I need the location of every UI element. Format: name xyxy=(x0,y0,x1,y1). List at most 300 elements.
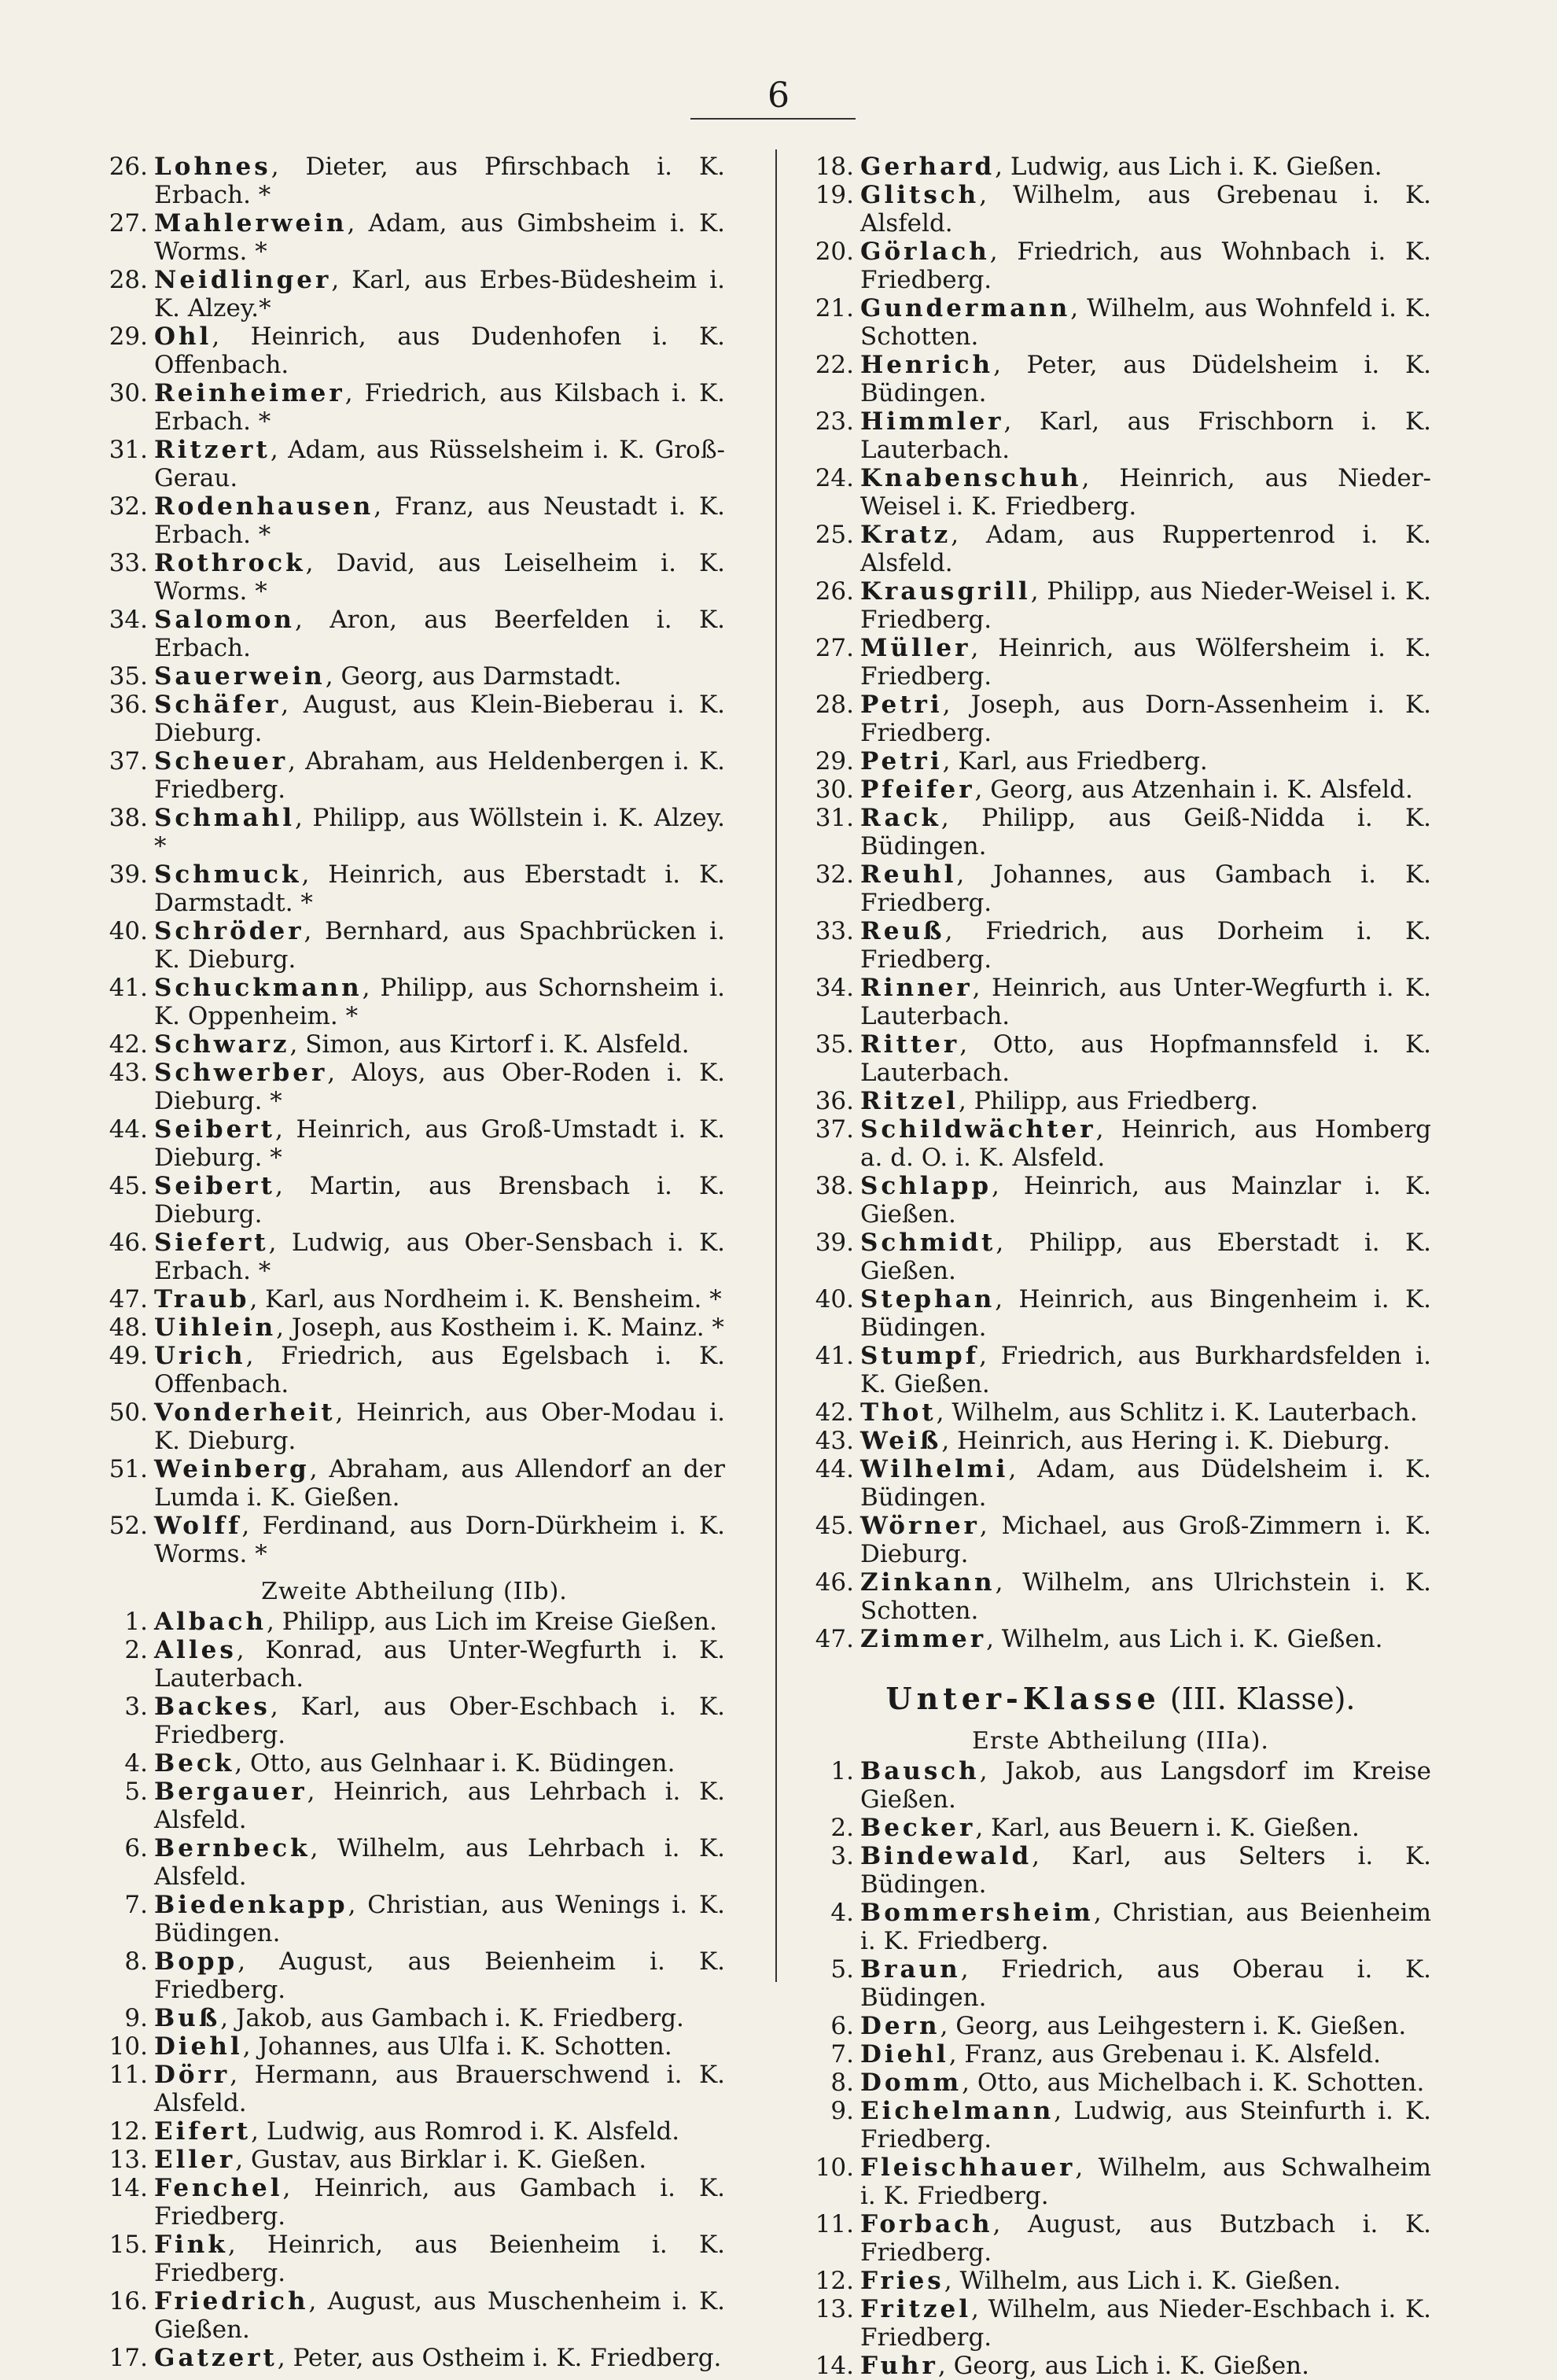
left-column xyxy=(104,153,725,2372)
entry-number: 35. xyxy=(815,1030,854,1059)
entry-surname: Neidlinger xyxy=(154,266,332,294)
entry-number: 34. xyxy=(109,606,148,634)
entry-number: 43. xyxy=(815,1427,854,1455)
entry-surname: Schwarz xyxy=(154,1030,290,1059)
list-item xyxy=(104,2231,725,2287)
entry-surname: Thot xyxy=(860,1398,937,1427)
list-item xyxy=(104,1059,725,1115)
entry-details: , Heinrich, aus Nieder-Weisel i. K. Friedberg. xyxy=(860,464,1431,521)
entry-number: 5. xyxy=(830,1955,854,1984)
entry-surname: Bommersheim xyxy=(860,1899,1094,1927)
entry-number: 21. xyxy=(815,294,854,322)
entry-number: 20. xyxy=(815,238,854,266)
entry-details: , Heinrich, aus Gambach i. K. Friedberg. xyxy=(154,2174,725,2231)
list-item xyxy=(810,153,1431,181)
entry-details: , Friedrich, aus Egelsbach i. K. Offenbach. xyxy=(154,1342,725,1398)
entry-details: , Wilhelm, aus Lich i. K. Gießen. xyxy=(986,1625,1383,1653)
entry-details: , Christian, aus Wenings i. K. Büdingen. xyxy=(154,1891,725,1947)
entry-surname: Backes xyxy=(154,1693,271,1721)
entry-surname: Fink xyxy=(154,2231,228,2259)
entry-number: 36. xyxy=(109,691,148,719)
entry-details: , Heinrich, aus Ober-Modau i. K. Dieburg. xyxy=(154,1398,725,1455)
list-item xyxy=(104,1947,725,2004)
entry-details: , Ludwig, aus Romrod i. K. Alsfeld. xyxy=(251,2117,680,2146)
entry-details: , Friedrich, aus Oberau i. K. Büdingen. xyxy=(860,1955,1431,2012)
entry-surname: Vonderheit xyxy=(154,1398,336,1427)
entry-number: 33. xyxy=(109,549,148,577)
entry-number: 42. xyxy=(815,1398,854,1427)
list-item xyxy=(104,1172,725,1229)
left-list-a xyxy=(104,153,725,1568)
entry-details: , Joseph, aus Dorn-Assenheim i. K. Friedberg. xyxy=(860,691,1431,747)
list-item xyxy=(810,1030,1431,1087)
entry-details: , Peter, aus Ostheim i. K. Friedberg. xyxy=(277,2344,722,2372)
entry-surname: Diehl xyxy=(860,2040,949,2069)
entry-surname: Schmidt xyxy=(860,1229,996,1257)
entry-details: , Wilhelm, aus Lehrbach i. K. Alsfeld. xyxy=(154,1834,725,1891)
class-title-sub: (III. Klasse). xyxy=(1160,1682,1356,1716)
entry-surname: Bopp xyxy=(154,1947,238,1976)
list-item xyxy=(104,1229,725,1285)
entry-number: 13. xyxy=(815,2295,854,2323)
entry-surname: Pfeifer xyxy=(860,776,975,804)
entry-details: , Georg, aus Leihgestern i. K. Gießen. xyxy=(940,2012,1407,2040)
list-item xyxy=(810,1342,1431,1398)
entry-surname: Diehl xyxy=(154,2032,243,2061)
entry-surname: Zinkann xyxy=(860,1568,996,1597)
entry-number: 8. xyxy=(124,1947,148,1976)
entry-surname: Zimmer xyxy=(860,1625,987,1653)
entry-surname: Becker xyxy=(860,1814,976,1842)
list-item xyxy=(104,662,725,691)
entry-number: 3. xyxy=(830,1842,854,1870)
entry-number: 26. xyxy=(109,153,148,181)
list-item xyxy=(810,747,1431,776)
entry-details: , Georg, aus Atzenhain i. K. Alsfeld. xyxy=(974,776,1413,804)
entry-details: , Jakob, aus Gambach i. K. Friedberg. xyxy=(220,2004,684,2032)
entry-number: 7. xyxy=(830,2040,854,2069)
list-item xyxy=(104,804,725,860)
entry-details: , Philipp, aus Nieder-Weisel i. K. Friedberg. xyxy=(860,577,1431,634)
list-item xyxy=(810,1899,1431,1955)
list-item xyxy=(810,1172,1431,1229)
list-item xyxy=(104,2117,725,2146)
entry-surname: Stumpf xyxy=(860,1342,980,1370)
entry-surname: Kratz xyxy=(860,521,952,549)
entry-number: 37. xyxy=(815,1115,854,1144)
entry-details: , Philipp, aus Friedberg. xyxy=(958,1087,1258,1115)
list-item xyxy=(810,1955,1431,2012)
list-item xyxy=(810,2012,1431,2040)
column-divider xyxy=(775,149,777,1982)
list-item xyxy=(104,2032,725,2061)
list-item xyxy=(810,2210,1431,2267)
entry-details: , Johannes, aus Gambach i. K. Friedberg. xyxy=(860,860,1431,917)
list-item xyxy=(810,1455,1431,1512)
list-item xyxy=(104,322,725,379)
entry-details: , Heinrich, aus Groß-Umstadt i. K. Dieburg. * xyxy=(154,1115,725,1172)
entry-number: 52. xyxy=(109,1512,148,1540)
entry-details: , Ludwig, aus Lich i. K. Gießen. xyxy=(995,153,1382,181)
entry-number: 50. xyxy=(109,1398,148,1427)
entry-number: 31. xyxy=(109,436,148,464)
entry-surname: Ritzert xyxy=(154,436,271,464)
entry-number: 41. xyxy=(109,974,148,1002)
list-item xyxy=(104,747,725,804)
entry-number: 39. xyxy=(815,1229,854,1257)
entry-surname: Buß xyxy=(154,2004,221,2032)
entry-details: , Georg, aus Lich i. K. Gießen. xyxy=(937,2352,1310,2380)
entry-details: , Heinrich, aus Dudenhofen i. K. Offenbach. xyxy=(154,322,725,379)
entry-details: , August, aus Klein-Bieberau i. K. Dieburg. xyxy=(154,691,725,747)
page-number: 6 xyxy=(767,76,790,116)
entry-surname: Scheuer xyxy=(154,747,289,776)
entry-number: 10. xyxy=(109,2032,148,2061)
entry-surname: Schwerber xyxy=(154,1059,328,1087)
entry-number: 2. xyxy=(830,1814,854,1842)
entry-number: 33. xyxy=(815,917,854,945)
entry-number: 29. xyxy=(109,322,148,351)
entry-number: 41. xyxy=(815,1342,854,1370)
entry-details: , Karl, aus Nordheim i. K. Bensheim. * xyxy=(249,1285,722,1313)
list-item xyxy=(104,2174,725,2231)
entry-number: 39. xyxy=(109,860,148,889)
entry-number: 49. xyxy=(109,1342,148,1370)
list-item xyxy=(104,2004,725,2032)
entry-surname: Schäfer xyxy=(154,691,282,719)
list-item xyxy=(104,2061,725,2117)
entry-number: 19. xyxy=(815,181,854,209)
entry-surname: Beck xyxy=(154,1749,235,1778)
list-item xyxy=(810,974,1431,1030)
entry-details: , Karl, aus Ober-Eschbach i. K. Friedberg. xyxy=(154,1693,725,1749)
list-item xyxy=(810,1285,1431,1342)
entry-surname: Rinner xyxy=(860,974,973,1002)
entry-details: , Karl, aus Frischborn i. K. Lauterbach. xyxy=(860,407,1431,464)
entry-number: 27. xyxy=(815,634,854,662)
entry-number: 6. xyxy=(124,1834,148,1862)
entry-surname: Himmler xyxy=(860,407,1004,436)
entry-surname: Görlach xyxy=(860,238,990,266)
entry-details: , Ludwig, aus Steinfurth i. K. Friedberg. xyxy=(860,2097,1431,2153)
entry-surname: Rothrock xyxy=(154,549,306,577)
entry-surname: Bindewald xyxy=(860,1842,1032,1870)
list-item xyxy=(810,521,1431,577)
list-item xyxy=(810,1229,1431,1285)
list-item xyxy=(810,776,1431,804)
entry-number: 34. xyxy=(815,974,854,1002)
entry-number: 1. xyxy=(830,1757,854,1785)
entry-details: , Friedrich, aus Kilsbach i. K. Erbach. * xyxy=(154,379,725,436)
entry-surname: Glitsch xyxy=(860,181,980,209)
entry-surname: Schmahl xyxy=(154,804,296,832)
list-item xyxy=(104,974,725,1030)
entry-details: , Martin, aus Brensbach i. K. Dieburg. xyxy=(154,1172,725,1229)
list-item xyxy=(104,379,725,436)
entry-number: 44. xyxy=(109,1115,148,1144)
entry-details: , Karl, aus Friedberg. xyxy=(942,747,1208,776)
list-item xyxy=(104,1512,725,1568)
entry-details: , Simon, aus Kirtorf i. K. Alsfeld. xyxy=(289,1030,690,1059)
entry-details: , Franz, aus Grebenau i. K. Alsfeld. xyxy=(948,2040,1381,2069)
entry-surname: Fuhr xyxy=(860,2352,938,2380)
entry-surname: Ohl xyxy=(154,322,212,351)
header-rule xyxy=(690,118,856,120)
list-item xyxy=(104,266,725,322)
list-item xyxy=(810,2097,1431,2153)
entry-details: , Bernhard, aus Spachbrücken i. K. Dieburg. xyxy=(154,917,725,974)
entry-details: , Adam, aus Düdelsheim i. K. Büdingen. xyxy=(860,1455,1431,1512)
entry-details: , Wilhelm, aus Schlitz i. K. Lauterbach. xyxy=(936,1398,1418,1427)
list-item xyxy=(104,1693,725,1749)
entry-number: 51. xyxy=(109,1455,148,1483)
list-item xyxy=(810,294,1431,351)
list-item xyxy=(104,1608,725,1636)
entry-number: 30. xyxy=(109,379,148,407)
entry-number: 31. xyxy=(815,804,854,832)
entry-surname: Fritzel xyxy=(860,2295,971,2323)
list-item xyxy=(104,1398,725,1455)
list-item xyxy=(810,1115,1431,1172)
entry-surname: Fleischhauer xyxy=(860,2153,1076,2182)
entry-surname: Petri xyxy=(860,691,943,719)
list-item xyxy=(810,1398,1431,1427)
entry-surname: Seibert xyxy=(154,1172,275,1200)
entry-surname: Mahlerwein xyxy=(154,209,348,238)
list-item xyxy=(810,1087,1431,1115)
entry-number: 45. xyxy=(815,1512,854,1540)
entry-number: 14. xyxy=(109,2174,148,2202)
list-item xyxy=(104,1313,725,1342)
entry-surname: Domm xyxy=(860,2069,963,2097)
class-title-main: Unter-Klasse xyxy=(885,1681,1161,1716)
list-item xyxy=(104,691,725,747)
entry-details: , Otto, aus Gelnhaar i. K. Büdingen. xyxy=(234,1749,675,1778)
entry-number: 13. xyxy=(109,2146,148,2174)
list-item xyxy=(104,1455,725,1512)
entry-surname: Weinberg xyxy=(154,1455,310,1483)
list-item xyxy=(104,153,725,209)
list-item xyxy=(810,2153,1431,2210)
entry-number: 28. xyxy=(815,691,854,719)
entry-surname: Dörr xyxy=(154,2061,230,2089)
list-item xyxy=(810,1625,1431,1653)
entry-surname: Gundermann xyxy=(860,294,1071,322)
entry-details: , David, aus Leiselheim i. K. Worms. * xyxy=(154,549,725,606)
entry-surname: Bergauer xyxy=(154,1778,307,1806)
entry-details: , Wilhelm, aus Schwalheim i. K. Friedberg. xyxy=(860,2153,1431,2210)
entry-surname: Bernbeck xyxy=(154,1834,311,1862)
entry-number: 36. xyxy=(815,1087,854,1115)
entry-details: , Heinrich, aus Unter-Wegfurth i. K. Lauterbach. xyxy=(860,974,1431,1030)
entry-surname: Gerhard xyxy=(860,153,996,181)
entry-details: , Wilhelm, aus Grebenau i. K. Alsfeld. xyxy=(860,181,1431,238)
entry-surname: Forbach xyxy=(860,2210,993,2238)
entry-number: 47. xyxy=(109,1285,148,1313)
entry-details: , Aloys, aus Ober-Roden i. K. Dieburg. * xyxy=(154,1059,725,1115)
left-list-b xyxy=(104,1608,725,2372)
entry-surname: Salomon xyxy=(154,606,295,634)
entry-details: , August, aus Beienheim i. K. Friedberg. xyxy=(154,1947,725,2004)
entry-surname: Seibert xyxy=(154,1115,275,1144)
entry-number: 1. xyxy=(124,1608,148,1636)
entry-surname: Krausgrill xyxy=(860,577,1031,606)
entry-details: , Friedrich, aus Wohnbach i. K. Friedberg. xyxy=(860,238,1431,294)
list-item xyxy=(104,2344,725,2372)
entry-details: , Wilhelm, aus Lich i. K. Gießen. xyxy=(944,2267,1342,2295)
entry-number: 38. xyxy=(109,804,148,832)
entry-details: , Philipp, aus Geiß-Nidda i. K. Büdingen. xyxy=(860,804,1431,860)
entry-number: 9. xyxy=(124,2004,148,2032)
entry-details: , Abraham, aus Allendorf an der Lumda i. K. Gießen. xyxy=(154,1455,725,1512)
list-item xyxy=(104,1834,725,1891)
list-item xyxy=(104,2287,725,2344)
entry-number: 7. xyxy=(124,1891,148,1919)
entry-details: , Abraham, aus Heldenbergen i. K. Friedberg. xyxy=(154,747,725,804)
list-item xyxy=(810,860,1431,917)
entry-surname: Eller xyxy=(154,2146,236,2174)
entry-details: , Michael, aus Groß-Zimmern i. K. Dieburg. xyxy=(860,1512,1431,1568)
entry-details: , Heinrich, aus Eberstadt i. K. Darmstadt. * xyxy=(154,860,725,917)
entry-details: , Heinrich, aus Beienheim i. K. Friedberg. xyxy=(154,2231,725,2287)
entry-details: , Friedrich, aus Burkhardsfelden i. K. Gießen. xyxy=(860,1342,1431,1398)
entry-number: 5. xyxy=(124,1778,148,1806)
list-item xyxy=(810,464,1431,521)
list-item xyxy=(810,577,1431,634)
list-item xyxy=(810,1757,1431,1814)
entry-number: 23. xyxy=(815,407,854,436)
list-item xyxy=(810,2040,1431,2069)
list-item xyxy=(810,181,1431,238)
entry-details: , Wilhelm, ans Ulrichstein i. K. Schotten. xyxy=(860,1568,1431,1625)
entry-surname: Ritter xyxy=(860,1030,960,1059)
list-item xyxy=(104,1891,725,1947)
entry-details: , Friedrich, aus Dorheim i. K. Friedberg. xyxy=(860,917,1431,974)
list-item xyxy=(104,1342,725,1398)
entry-details: , Heinrich, aus Hering i. K. Dieburg. xyxy=(941,1427,1390,1455)
entry-surname: Sauerwein xyxy=(154,662,326,691)
list-item xyxy=(104,549,725,606)
entry-number: 25. xyxy=(815,521,854,549)
class-title xyxy=(810,1680,1431,1718)
entry-details: , Heinrich, aus Homberg a. d. O. i. K. Alsfeld. xyxy=(860,1115,1431,1172)
entry-number: 9. xyxy=(830,2097,854,2125)
entry-details: , Ferdinand, aus Dorn-Dürkheim i. K. Worms. * xyxy=(154,1512,725,1568)
entry-details: , August, aus Butzbach i. K. Friedberg. xyxy=(860,2210,1431,2267)
entry-number: 18. xyxy=(815,153,854,181)
list-item xyxy=(104,1030,725,1059)
entry-number: 12. xyxy=(109,2117,148,2146)
entry-details: , Aron, aus Beerfelden i. K. Erbach. xyxy=(154,606,725,662)
entry-number: 2. xyxy=(124,1636,148,1664)
entry-surname: Henrich xyxy=(860,351,994,379)
entry-details: , Heinrich, aus Bingenheim i. K. Büdingen. xyxy=(860,1285,1431,1342)
entry-details: , Ludwig, aus Ober-Sensbach i. K. Erbach. * xyxy=(154,1229,725,1285)
entry-number: 26. xyxy=(815,577,854,606)
entry-number: 14. xyxy=(815,2352,854,2380)
entry-surname: Friedrich xyxy=(154,2287,309,2316)
list-item xyxy=(810,2267,1431,2295)
entry-details: , Konrad, aus Unter-Wegfurth i. K. Lauterbach. xyxy=(154,1636,725,1693)
entry-number: 32. xyxy=(109,492,148,521)
entry-surname: Biedenkapp xyxy=(154,1891,348,1919)
entry-number: 47. xyxy=(815,1625,854,1653)
list-item xyxy=(810,1427,1431,1455)
entry-number: 29. xyxy=(815,747,854,776)
entry-details: , August, aus Muschenheim i. K. Gießen. xyxy=(154,2287,725,2344)
entry-surname: Uihlein xyxy=(154,1313,277,1342)
entry-surname: Ritzel xyxy=(860,1087,959,1115)
entry-surname: Schlapp xyxy=(860,1172,992,1200)
entry-details: , Wilhelm, aus Wohnfeld i. K. Schotten. xyxy=(860,294,1431,351)
right-list-b xyxy=(810,1757,1431,2380)
entry-number: 35. xyxy=(109,662,148,691)
entry-surname: Müller xyxy=(860,634,971,662)
entry-surname: Bausch xyxy=(860,1757,980,1785)
entry-number: 46. xyxy=(815,1568,854,1597)
entry-number: 48. xyxy=(109,1313,148,1342)
entry-number: 11. xyxy=(815,2210,854,2238)
entry-number: 40. xyxy=(109,917,148,945)
list-item xyxy=(810,2295,1431,2352)
entry-number: 12. xyxy=(815,2267,854,2295)
entry-details: , Philipp, aus Eberstadt i. K. Gießen. xyxy=(860,1229,1431,1285)
entry-surname: Wilhelmi xyxy=(860,1455,1009,1483)
entry-details: , Wilhelm, aus Nieder-Eschbach i. K. Friedberg. xyxy=(860,2295,1431,2352)
list-item xyxy=(810,407,1431,464)
list-item xyxy=(810,1568,1431,1625)
entry-number: 24. xyxy=(815,464,854,492)
entry-surname: Alles xyxy=(154,1636,237,1664)
entry-surname: Rodenhausen xyxy=(154,492,374,521)
entry-surname: Reuß xyxy=(860,917,945,945)
entry-surname: Braun xyxy=(860,1955,961,1984)
entry-number: 44. xyxy=(815,1455,854,1483)
entry-details: , Joseph, aus Kostheim i. K. Mainz. * xyxy=(276,1313,724,1342)
entry-details: , Johannes, aus Ulfa i. K. Schotten. xyxy=(242,2032,672,2061)
list-item xyxy=(810,2352,1431,2380)
list-item xyxy=(810,1814,1431,1842)
entry-details: , Heinrich, aus Lehrbach i. K. Alsfeld. xyxy=(154,1778,725,1834)
list-item xyxy=(104,1636,725,1693)
list-item xyxy=(104,1115,725,1172)
entry-details: , Adam, aus Rüsselsheim i. K. Groß-Gerau. xyxy=(154,436,725,492)
section-title-iiia: Erste Abtheilung (IIIa). xyxy=(972,1727,1269,1755)
entry-details: , Dieter, aus Pfirschbach i. K. Erbach. * xyxy=(154,153,725,209)
entry-details: , Philipp, aus Wöllstein i. K. Alzey. * xyxy=(154,804,725,860)
entry-number: 38. xyxy=(815,1172,854,1200)
entry-surname: Schmuck xyxy=(154,860,302,889)
list-item xyxy=(104,1285,725,1313)
entry-details: , Otto, aus Michelbach i. K. Schotten. xyxy=(962,2069,1425,2097)
entry-number: 27. xyxy=(109,209,148,238)
list-item xyxy=(810,691,1431,747)
entry-details: , Karl, aus Selters i. K. Büdingen. xyxy=(860,1842,1431,1899)
entry-number: 40. xyxy=(815,1285,854,1313)
list-item xyxy=(810,634,1431,691)
entry-surname: Fries xyxy=(860,2267,944,2295)
entry-details: , Franz, aus Neustadt i. K. Erbach. * xyxy=(154,492,725,549)
entry-number: 37. xyxy=(109,747,148,776)
list-item xyxy=(104,1778,725,1834)
entry-surname: Rack xyxy=(860,804,941,832)
entry-surname: Eichelmann xyxy=(860,2097,1055,2125)
entry-surname: Eifert xyxy=(154,2117,252,2146)
entry-number: 30. xyxy=(815,776,854,804)
entry-surname: Schildwächter xyxy=(860,1115,1096,1144)
entry-number: 8. xyxy=(830,2069,854,2097)
right-list-a xyxy=(810,153,1431,1653)
